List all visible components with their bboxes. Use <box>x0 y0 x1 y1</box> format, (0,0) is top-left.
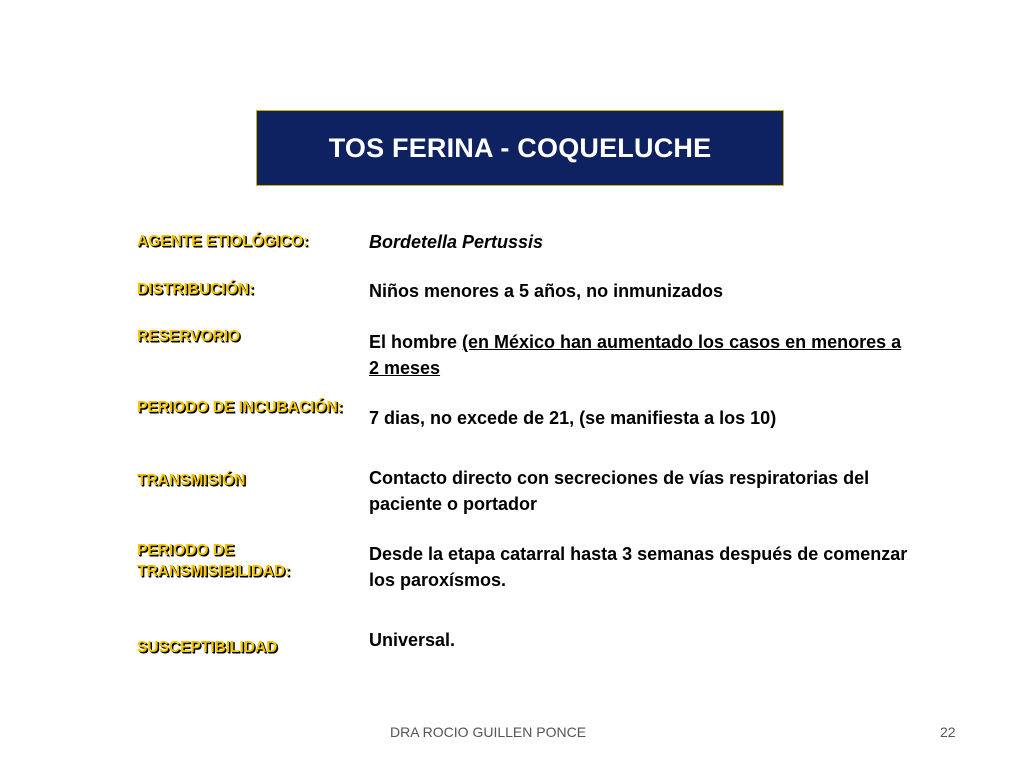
value-reservorio <box>369 329 914 381</box>
label-reservorio: RESERVORIO <box>137 328 241 345</box>
label-susceptibilidad: SUSCEPTIBILIDAD <box>137 639 278 656</box>
title-box <box>256 110 784 186</box>
footer-author: DRA ROCIO GUILLEN PONCE <box>390 724 587 740</box>
label-periodo-incubacion: PERIODO DE INCUBACIÓN: <box>137 399 343 416</box>
slide-title: TOS FERINA - COQUELUCHE <box>328 132 712 163</box>
label-agente-etiologico: AGENTE ETIOLÓGICO: <box>137 233 309 250</box>
value-reservorio-plain: El hombre <box>369 332 463 352</box>
value-periodo-transmisibilidad: Desde la etapa catarral hasta 3 semanas después de comenzar los paroxísmos. <box>369 544 908 590</box>
page-number: 22 <box>940 724 956 740</box>
value-agente-etiologico: Bordetella Pertussis <box>369 232 544 252</box>
label-periodo-transmisibilidad: PERIODO DE TRANSMISIBILIDAD: <box>137 542 291 580</box>
label-transmision: TRANSMISIÓN <box>137 472 246 489</box>
value-periodo-incubacion: 7 dias, no excede de 21, (se manifiesta a los 10) <box>369 408 777 428</box>
value-transmision: Contacto directo con secreciones de vías respiratorias del paciente o portador <box>369 468 870 514</box>
value-distribucion: Niños menores a 5 años, no inmunizados <box>369 281 724 301</box>
label-distribucion: DISTRIBUCIÓN: <box>137 281 255 298</box>
value-reservorio-underlined: (en México han aumentado los casos en menores a 2 meses <box>369 332 902 378</box>
value-susceptibilidad: Universal. <box>369 630 456 650</box>
